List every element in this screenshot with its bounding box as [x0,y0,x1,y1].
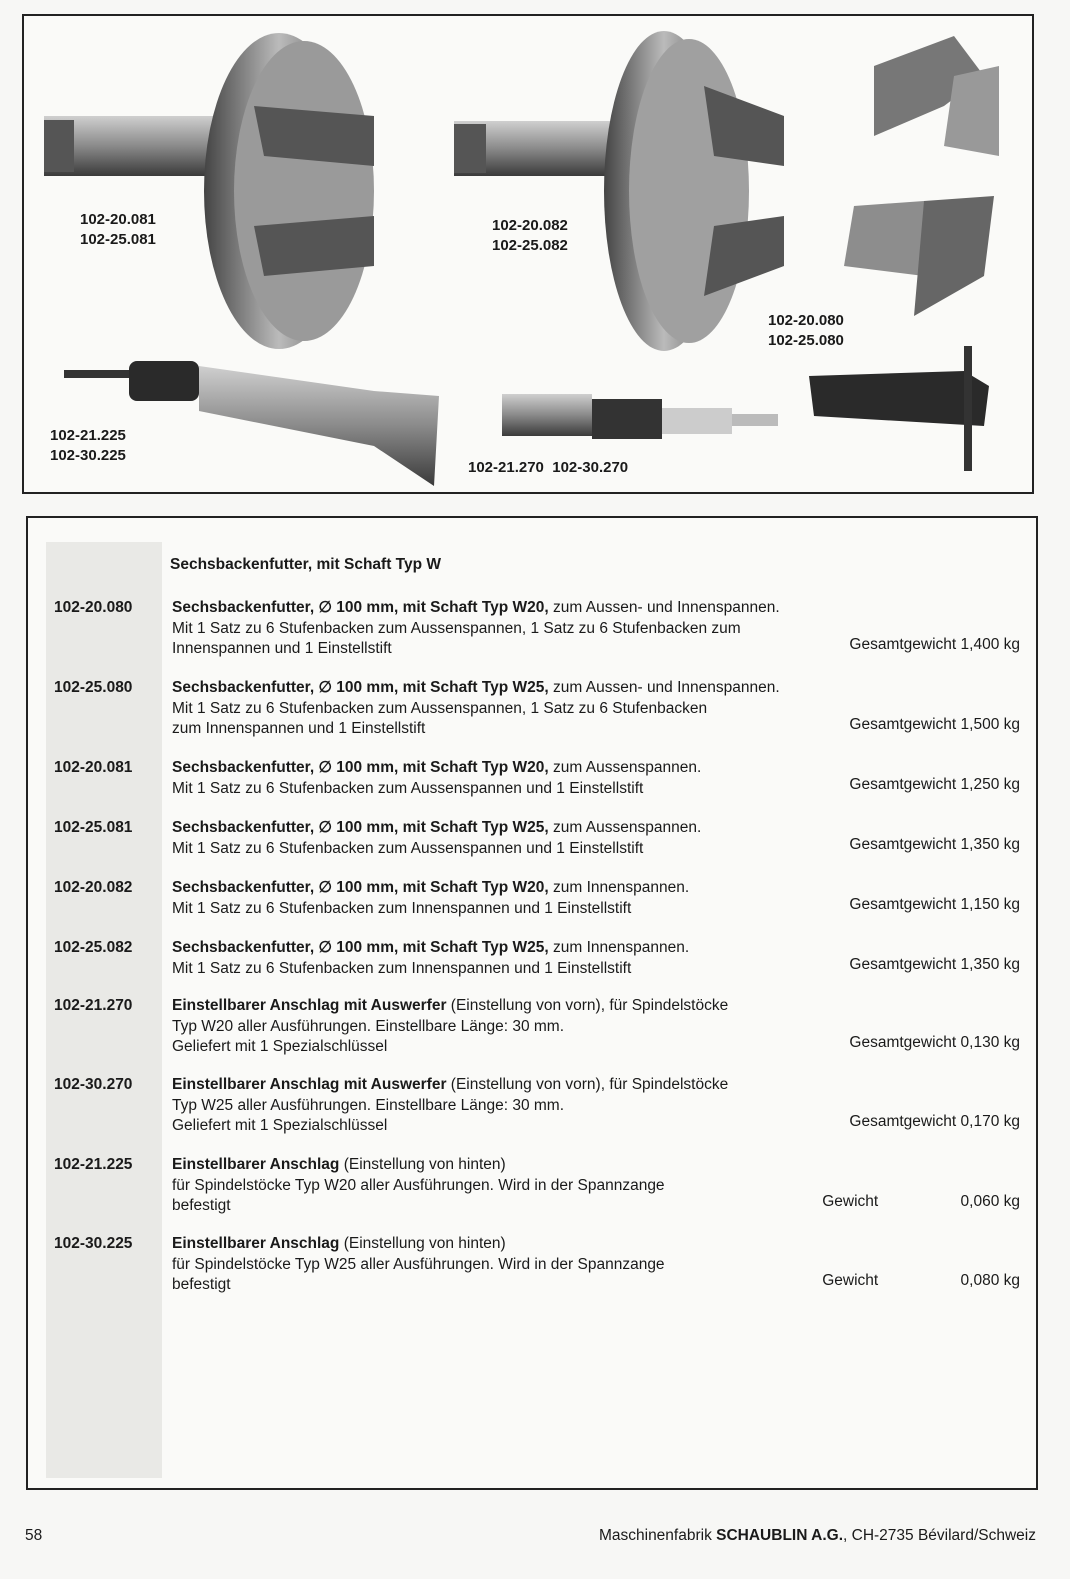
description-line: Innenspannen und 1 Einstellstift [172,640,392,657]
description-line: Geliefert mit 1 Spezialschlüssel [172,1038,388,1055]
description-lead: zum Innenspannen. [548,879,690,896]
article-code: 102-25.081 [54,819,133,836]
stop-270-image [502,394,778,439]
description-title: Einstellbarer Anschlag [172,1235,340,1252]
weight-label: Gesamtgewicht [849,775,957,793]
photo-label-081: 102-20.081 102-25.081 [80,211,156,248]
weight-label: Gesamtgewicht [849,895,957,913]
article-weight [849,635,1020,656]
weight-value: 0,130 kg [960,1034,1020,1051]
weight-label: Gesamtgewicht [849,636,957,653]
article-description [172,818,852,859]
article-code: 102-21.225 [54,1156,133,1173]
article-weight [849,775,1020,796]
weight-label: Gesamtgewicht [849,955,957,973]
weight-value: 1,500 kg [960,716,1020,733]
article-description [172,938,852,979]
article-description [172,1234,852,1296]
article-code: 102-30.270 [54,1076,133,1093]
description-title: Sechsbackenfutter, ∅ 100 mm, mit Schaft Typ W25, [172,939,549,956]
description-title: Sechsbackenfutter, ∅ 100 mm, mit Schaft Typ W25, [172,819,549,836]
description-line: für Spindelstöcke Typ W25 aller Ausführungen. Wird in der Spannzange [172,1255,665,1273]
stop-225-image [64,361,439,486]
description-title: Einstellbarer Anschlag mit Auswerfer [172,997,447,1014]
description-lead: zum Aussenspannen. [548,819,702,836]
description-title: Sechsbackenfutter, ∅ 100 mm, mit Schaft Typ W25, [172,679,549,696]
weight-value: 1,400 kg [960,636,1020,653]
article-description [172,1075,852,1137]
description-line: Mit 1 Satz zu 6 Stufenbacken zum Aussenspannen und 1 Einstellstift [172,779,644,797]
article-description [172,678,852,740]
article-description [172,996,852,1058]
weight-label: Gesamtgewicht [849,716,957,733]
article-weight [822,1271,1020,1292]
page-number: 58 [25,1527,43,1544]
publisher-suffix: , CH-2735 Bévilard/Schweiz [843,1527,1036,1544]
description-title: Einstellbarer Anschlag [172,1156,340,1173]
article-code: 102-20.080 [54,599,133,616]
article-description [172,758,852,799]
weight-value: 0,170 kg [960,1113,1020,1130]
article-description [172,878,852,919]
article-code: 102-20.081 [54,759,133,776]
description-lead: zum Aussenspannen. [548,759,702,776]
description-lead: zum Aussen- und Innenspannen. [548,599,780,616]
description-line: Mit 1 Satz zu 6 Stufenbacken zum Aussenspannen, 1 Satz zu 6 Stufenbacken [172,699,708,717]
article-weight [849,955,1020,976]
weight-label: Gewicht [822,1272,879,1289]
description-line: Mit 1 Satz zu 6 Stufenbacken zum Innenspannen und 1 Einstellstift [172,959,632,977]
article-code: 102-21.270 [54,997,133,1014]
publisher-brand: SCHAUBLIN A.G. [716,1527,844,1544]
description-line: zum Innenspannen und 1 Einstellstift [172,720,426,737]
description-lead: (Einstellung von vorn), für Spindelstöcke [446,1076,729,1093]
description-lead: (Einstellung von hinten) [339,1235,506,1252]
photo-label-225: 102-21.225 102-30.225 [50,427,126,464]
description-line: für Spindelstöcke Typ W20 aller Ausführungen. Wird in der Spannzange [172,1176,665,1194]
chuck-081-image [44,33,374,349]
description-lead: zum Aussen- und Innenspannen. [548,679,780,696]
weight-value: 1,350 kg [960,835,1020,853]
weight-label: Gewicht [822,1193,879,1210]
chuck-082-image [454,31,784,351]
article-weight [849,1033,1020,1054]
description-line: Typ W20 aller Ausführungen. Einstellbare Länge: 30 mm. [172,1017,565,1035]
article-code: 102-25.080 [54,679,133,696]
article-weight [849,1112,1020,1133]
weight-value: 0,060 kg [960,1193,1020,1210]
article-description [172,1155,852,1217]
publisher-prefix: Maschinenfabrik [598,1527,717,1544]
weight-label: Gesamtgewicht [849,1113,957,1130]
key-image [809,346,989,471]
description-lead: (Einstellung von hinten) [339,1156,506,1173]
description-title: Einstellbarer Anschlag mit Auswerfer [172,1076,447,1093]
article-code: 102-25.082 [54,939,133,956]
description-line: Mit 1 Satz zu 6 Stufenbacken zum Aussenspannen und 1 Einstellstift [172,839,644,857]
photo-label-082: 102-20.082 102-25.082 [492,217,568,254]
weight-label: Gesamtgewicht [849,1034,957,1051]
description-line: Geliefert mit 1 Spezialschlüssel [172,1117,388,1134]
product-photo-panel [22,14,1034,494]
description-lead: (Einstellung von vorn), für Spindelstöcke [446,997,729,1014]
weight-value: 0,080 kg [960,1272,1020,1289]
description-line: Mit 1 Satz zu 6 Stufenbacken zum Aussenspannen, 1 Satz zu 6 Stufenbacken zum [172,619,741,637]
photo-label-270: 102-21.270 102-30.270 [468,459,629,476]
description-line: Typ W25 aller Ausführungen. Einstellbare Länge: 30 mm. [172,1096,565,1114]
description-lead: zum Innenspannen. [548,939,690,956]
article-weight [849,835,1020,856]
weight-value: 1,150 kg [960,895,1020,913]
jaw-set-080-image [844,36,999,316]
weight-value: 1,250 kg [960,775,1020,793]
article-code: 102-30.225 [54,1235,133,1252]
article-code: 102-20.082 [54,879,133,896]
publisher-line [599,1527,1036,1545]
description-line: Mit 1 Satz zu 6 Stufenbacken zum Innenspannen und 1 Einstellstift [172,899,632,917]
description-title: Sechsbackenfutter, ∅ 100 mm, mit Schaft Typ W20, [172,599,549,616]
photo-label-080: 102-20.080 102-25.080 [768,312,844,349]
article-weight [849,715,1020,736]
description-line: befestigt [172,1197,231,1214]
weight-label: Gesamtgewicht [849,835,957,853]
product-table [26,516,1038,1490]
section-heading: Sechsbackenfutter, mit Schaft Typ W [170,556,442,573]
article-description [172,598,852,660]
description-title: Sechsbackenfutter, ∅ 100 mm, mit Schaft Typ W20, [172,879,549,896]
article-weight [822,1192,1020,1213]
description-title: Sechsbackenfutter, ∅ 100 mm, mit Schaft Typ W20, [172,759,549,776]
description-line: befestigt [172,1276,231,1293]
weight-value: 1,350 kg [960,955,1020,973]
article-weight [849,895,1020,916]
